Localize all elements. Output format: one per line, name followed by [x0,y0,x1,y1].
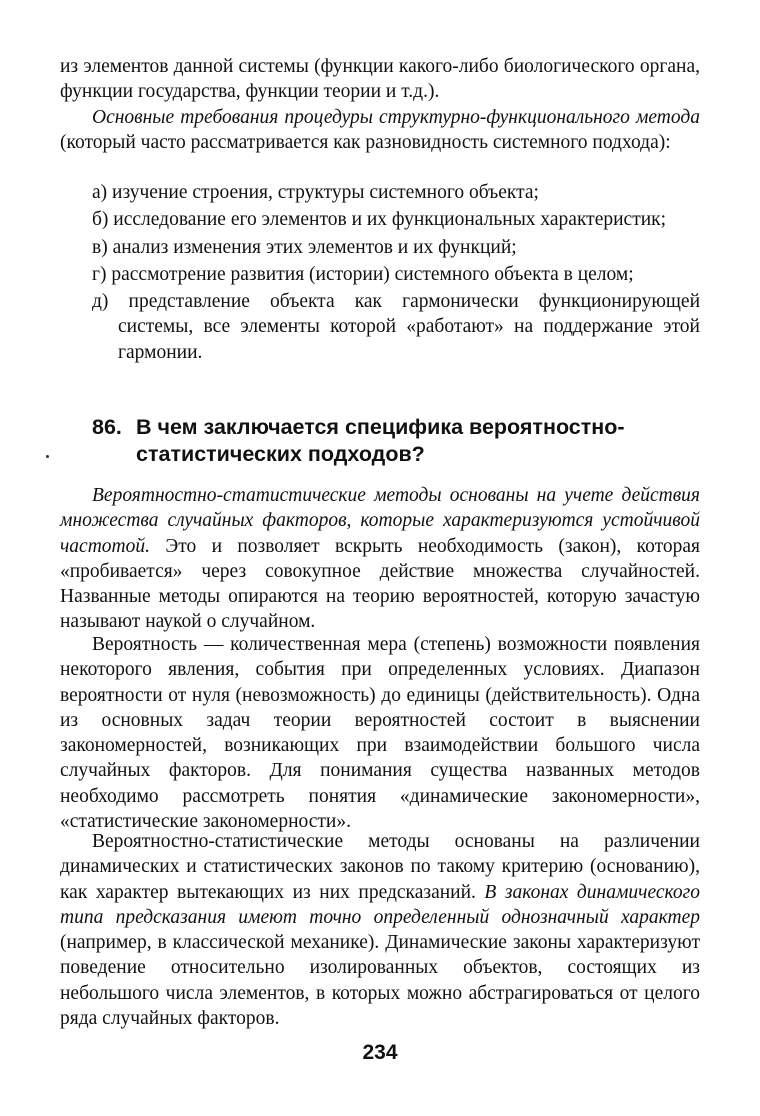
page-number: 234 [362,1041,398,1064]
requirements-paragraph [60,105,700,156]
list-item: б) исследование его элементов и их функциональных характеристик; [92,209,667,231]
section-heading-line2: статистических подходов? [136,442,425,466]
scan-speck [46,455,49,458]
paragraph-3-text-after: (например, в классической механике). Динамические законы характеризуют поведение относительно изолированных объектов, состоящих из небольшого числа элементов, в которых можно абстрагироваться от целого ряда случайных факторов. [60,932,700,1030]
paragraph-3-emphasis: В законах динамического типа предсказания имеют точно определенный однозначный характер [60,881,700,928]
paragraph-1-text: Это и позволяет вскрыть необходимость (закон), которая «пробивается» через совокупное действие множества случайностей. Названные методы опираются на теорию вероятностей, которую зачастую называют наукой о случайном. [60,535,700,633]
section-number: 86. [92,415,122,439]
paragraph-2-text: Вероятность — количественная мера (степень) возможности появления некоторого явления, события при определенных условиях. Диапазон вероятности от нуля (невозможность) до единицы (действительность). Одна из основных задач теории вероятностей состоит в выяснении закономерностей, возникающих при взаимодействии большого числа случайных факторов. Для понимания существа названных методов необходимо рассмотреть понятия «динамические закономерности», «статистические закономерности». [60,634,700,833]
paragraph-2 [60,632,700,834]
paragraph-3 [60,829,700,1031]
list-item: в) анализ изменения этих элементов и их функций; [92,236,517,258]
requirements-list [92,180,700,367]
section-heading [92,414,692,468]
list-item: г) рассмотрение развития (истории) системного объекта в целом; [92,263,634,285]
list-item: д) представление объекта как гармонически функционирующей системы, все элементы которой «работают» на поддержание этой гармонии. [92,291,700,363]
list-item: а) изучение строения, структуры системного объекта; [92,182,539,203]
section-heading-line1: В чем заключается специфика вероятностно- [136,415,625,439]
paragraph-1 [60,483,700,635]
paragraph-1-emphasis: Вероятностно-статистические методы основаны на учете действия множества случайных факторов, которые характеризуются устойчивой частотой. [60,485,700,557]
requirements-text: (который часто рассматривается как разновидность системного подхода): [60,132,671,154]
top-paragraph [60,54,700,105]
top-paragraph-text: из элементов данной системы (функции какого-либо биологического органа, функции государства, функции теории и т.д.). [60,56,700,103]
requirements-emphasis: Основные требования процедуры структурно-функционального метода [92,107,700,128]
paragraph-3-text-before: Вероятностно-статистические методы основаны на различении динамических и статистических законов по такому критерию (основанию), как характер вытекающих из них предсказаний. [60,831,700,903]
